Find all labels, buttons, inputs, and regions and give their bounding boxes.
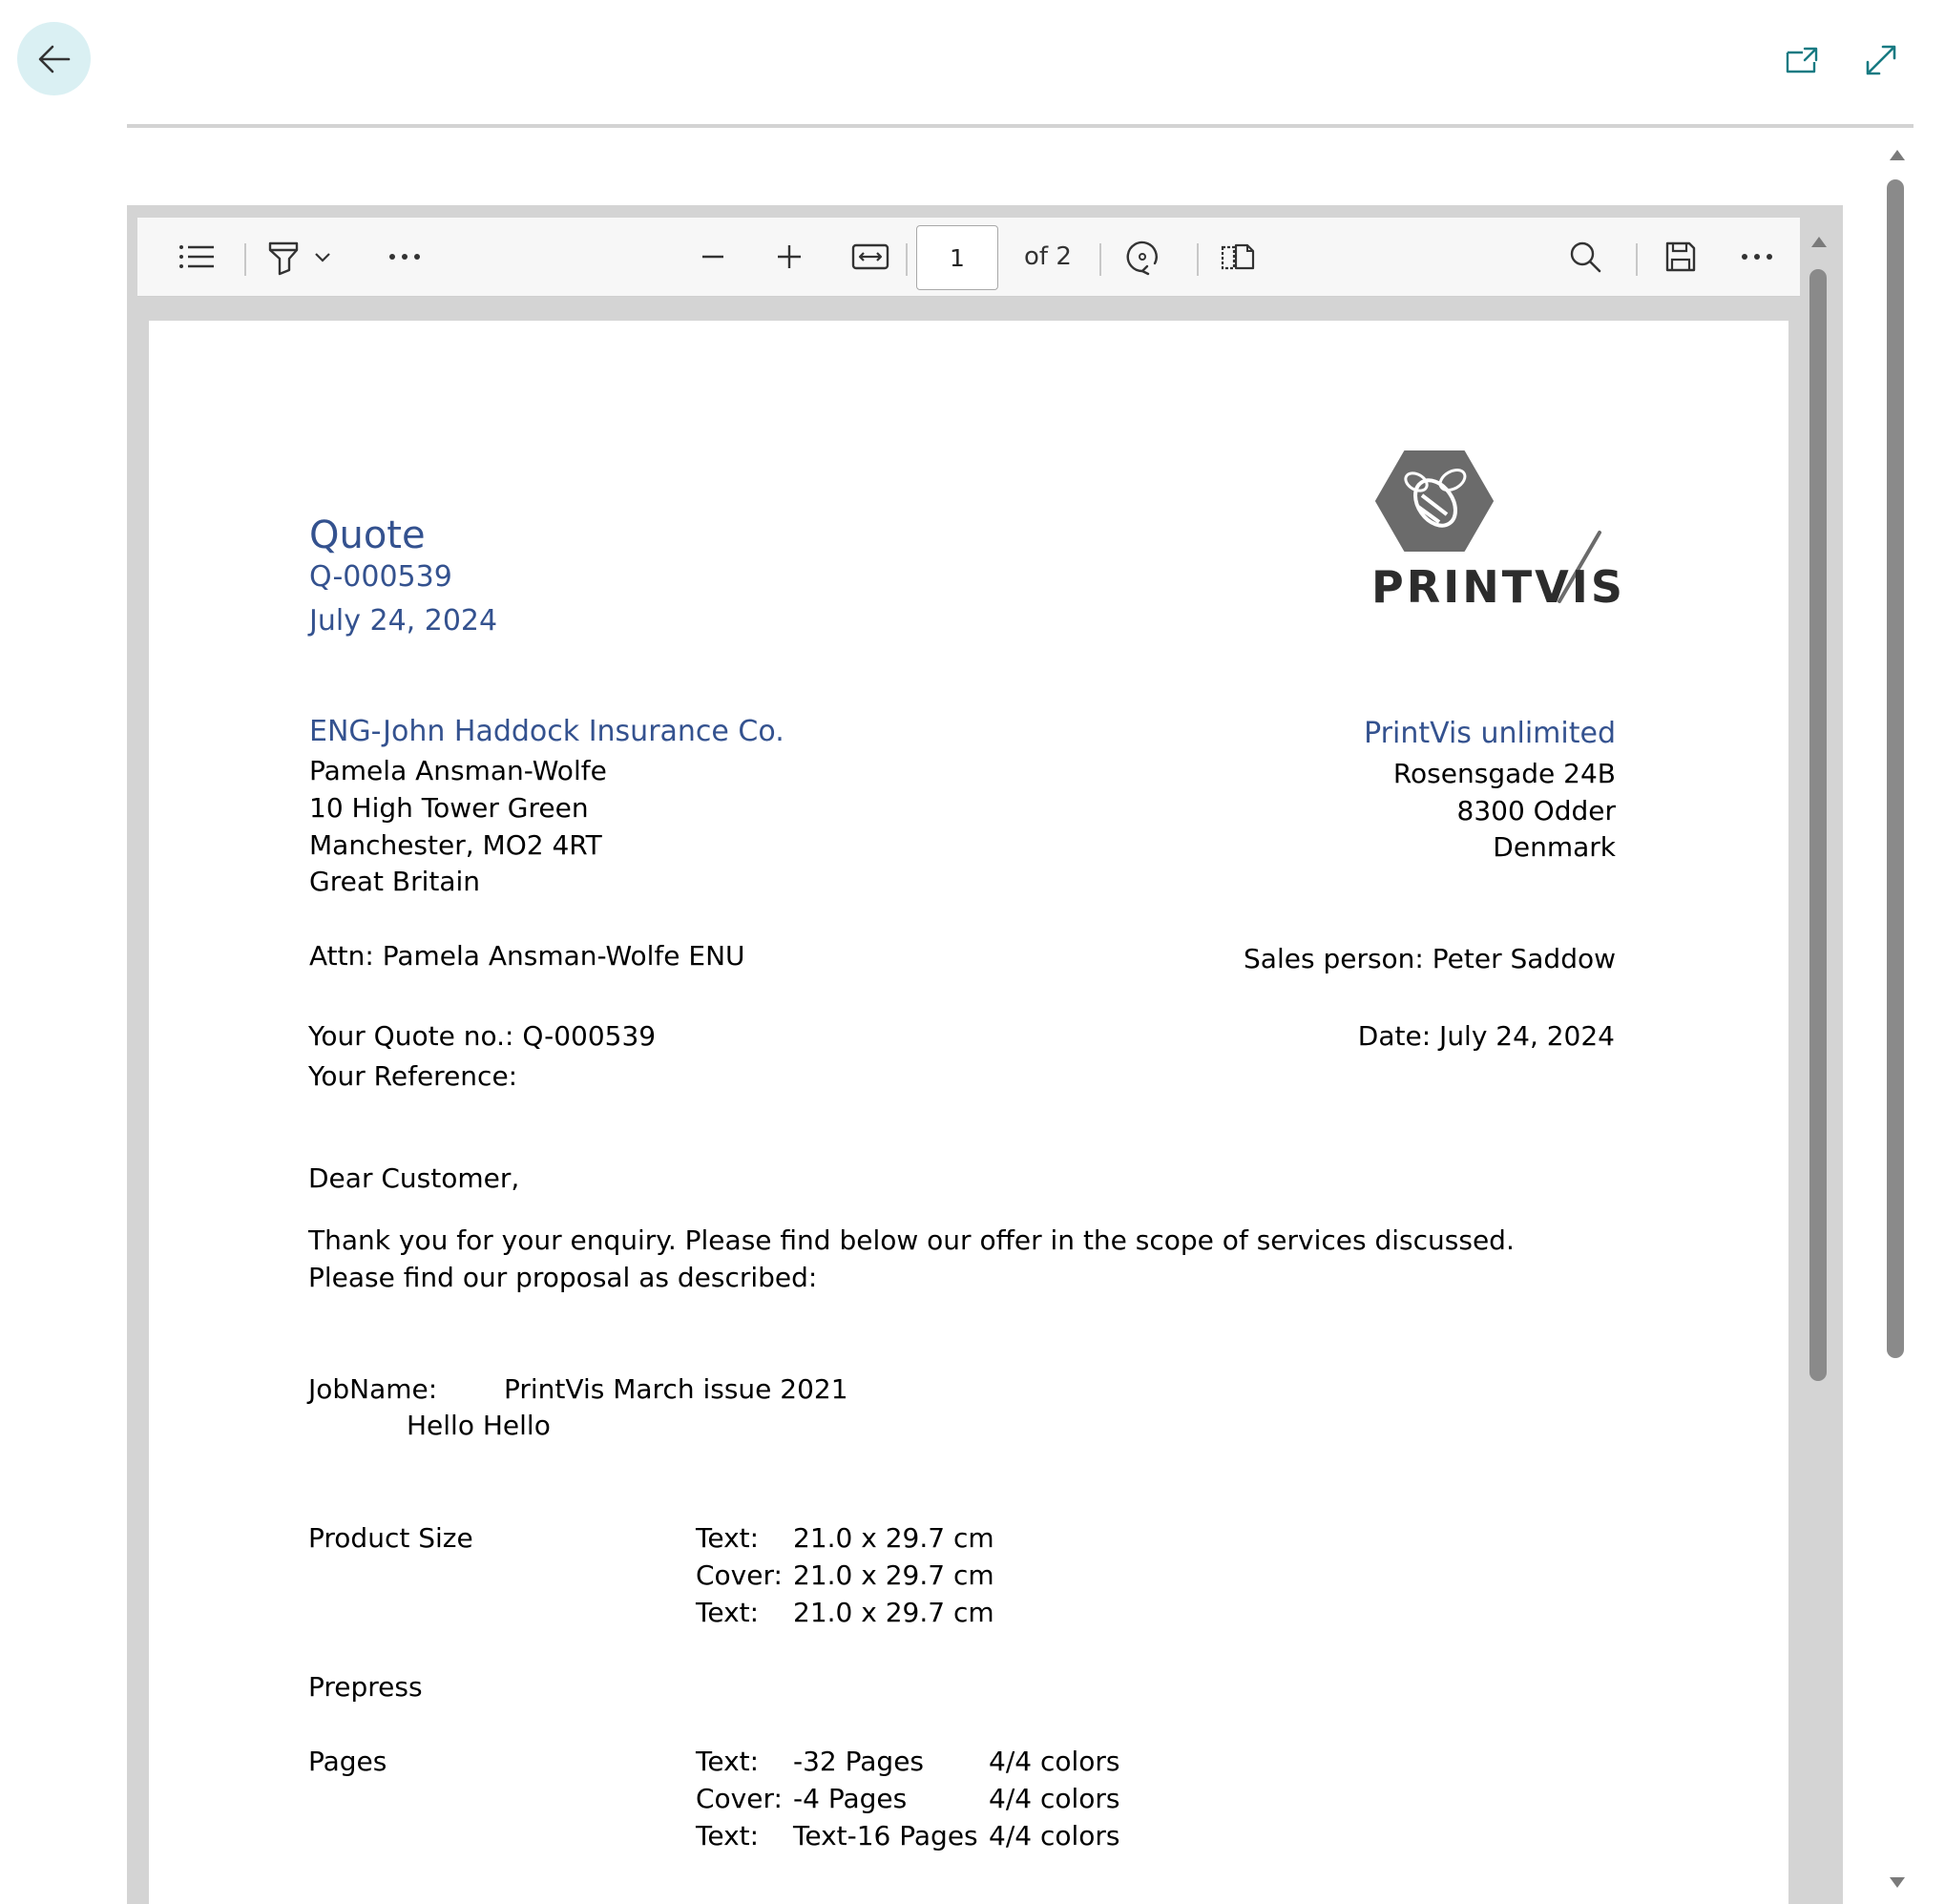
zoom-out-button[interactable] bbox=[689, 218, 737, 296]
ellipsis-icon bbox=[388, 253, 421, 261]
job-label: JobName: bbox=[308, 1373, 438, 1405]
customer-country: Great Britain bbox=[309, 866, 481, 897]
triangle-up-icon bbox=[1888, 147, 1907, 162]
plus-icon bbox=[775, 242, 804, 271]
toolbar-separator bbox=[1099, 243, 1101, 276]
pages-value: -32 Pages bbox=[793, 1746, 925, 1777]
highlight-button[interactable] bbox=[260, 218, 307, 296]
body-line-2: Please find our proposal as described: bbox=[308, 1262, 818, 1293]
logo-text: PRINTVIS bbox=[1371, 561, 1625, 613]
expand-button[interactable] bbox=[1859, 38, 1903, 82]
page-view-button[interactable] bbox=[1212, 218, 1264, 296]
product-size-label: Product Size bbox=[308, 1522, 473, 1554]
greeting: Dear Customer, bbox=[308, 1162, 520, 1194]
outer-scroll-up-button[interactable] bbox=[1888, 147, 1907, 166]
product-size-part: Text: bbox=[696, 1522, 760, 1554]
fit-width-icon bbox=[851, 242, 889, 271]
triangle-up-icon bbox=[1809, 234, 1829, 249]
quote-number: Q-000539 bbox=[309, 560, 452, 594]
product-size-value: 21.0 x 29.7 cm bbox=[793, 1522, 994, 1554]
prepress-label: Prepress bbox=[308, 1671, 423, 1703]
outer-scrollbar-thumb[interactable] bbox=[1887, 179, 1904, 1358]
contents-button[interactable] bbox=[174, 218, 220, 296]
job-name: PrintVis March issue 2021 bbox=[504, 1373, 848, 1405]
two-page-view-icon bbox=[1219, 241, 1257, 272]
body-line-1: Thank you for your enquiry. Please find below our offer in the scope of services discussed. bbox=[308, 1224, 1515, 1256]
pdf-page bbox=[149, 321, 1788, 1904]
vendor-address-line2: 8300 Odder bbox=[1456, 795, 1616, 826]
pdf-viewer bbox=[127, 205, 1843, 1904]
open-in-new-window-button[interactable] bbox=[1781, 38, 1825, 82]
triangle-down-icon bbox=[1888, 1875, 1907, 1891]
page-total-label: of 2 bbox=[1024, 242, 1072, 271]
sales-person: Sales person: Peter Saddow bbox=[1244, 943, 1616, 974]
product-size-value: 21.0 x 29.7 cm bbox=[793, 1597, 994, 1628]
pages-colors: 4/4 colors bbox=[989, 1783, 1120, 1814]
customer-contact: Pamela Ansman-Wolfe bbox=[309, 755, 607, 786]
fit-to-width-button[interactable] bbox=[845, 218, 896, 296]
document-title: Quote bbox=[309, 513, 426, 557]
page-number-input[interactable] bbox=[916, 225, 998, 290]
search-icon bbox=[1568, 240, 1602, 274]
pages-part: Text: bbox=[696, 1820, 760, 1852]
toolbar-separator bbox=[244, 243, 246, 276]
toolbar-separator bbox=[906, 243, 908, 276]
rotate-icon bbox=[1122, 237, 1162, 277]
more-options-button[interactable] bbox=[1731, 218, 1783, 296]
pdf-toolbar bbox=[137, 218, 1800, 297]
job-subtitle: Hello Hello bbox=[407, 1410, 551, 1441]
toolbar-separator bbox=[1636, 243, 1638, 276]
product-size-value: 21.0 x 29.7 cm bbox=[793, 1559, 994, 1591]
arrow-left-icon bbox=[34, 39, 74, 79]
pages-value: Text-16 Pages bbox=[793, 1820, 978, 1852]
product-size-part: Cover: bbox=[696, 1559, 783, 1591]
outer-scroll-down-button[interactable] bbox=[1888, 1875, 1907, 1894]
more-tools-button[interactable] bbox=[381, 218, 429, 296]
open-external-icon bbox=[1784, 41, 1822, 79]
header-divider bbox=[127, 124, 1914, 128]
vendor-address-line1: Rosensgade 24B bbox=[1392, 758, 1616, 789]
highlighter-icon bbox=[265, 238, 302, 276]
search-button[interactable] bbox=[1559, 218, 1611, 296]
save-button[interactable] bbox=[1655, 218, 1706, 296]
your-reference: Your Reference: bbox=[308, 1060, 518, 1092]
quote-date: July 24, 2024 bbox=[309, 604, 498, 638]
pdf-scrollbar-thumb[interactable] bbox=[1809, 269, 1827, 1381]
your-quote-number: Your Quote no.: Q-000539 bbox=[308, 1020, 657, 1052]
pages-part: Text: bbox=[696, 1746, 760, 1777]
expand-diagonal-icon bbox=[1862, 41, 1900, 79]
pages-part: Cover: bbox=[696, 1783, 783, 1814]
pdf-scroll-up-button[interactable] bbox=[1809, 234, 1829, 253]
pages-value: -4 Pages bbox=[793, 1783, 908, 1814]
customer-address-line1: 10 High Tower Green bbox=[309, 792, 589, 824]
product-size-part: Text: bbox=[696, 1597, 760, 1628]
pages-colors: 4/4 colors bbox=[989, 1746, 1120, 1777]
save-icon bbox=[1663, 240, 1698, 274]
back-button[interactable] bbox=[17, 22, 91, 95]
vendor-country: Denmark bbox=[1493, 831, 1616, 863]
rotate-button[interactable] bbox=[1117, 218, 1168, 296]
zoom-in-button[interactable] bbox=[765, 218, 813, 296]
list-icon bbox=[178, 241, 216, 272]
ellipsis-icon bbox=[1741, 253, 1773, 261]
pages-colors: 4/4 colors bbox=[989, 1820, 1120, 1852]
vendor-company: PrintVis unlimited bbox=[1364, 717, 1616, 750]
customer-address-line2: Manchester, MO2 4RT bbox=[309, 829, 602, 861]
pages-label: Pages bbox=[308, 1746, 387, 1777]
toolbar-separator bbox=[1197, 243, 1199, 276]
date-line: Date: July 24, 2024 bbox=[1357, 1020, 1615, 1052]
attention-line: Attn: Pamela Ansman-Wolfe ENU bbox=[309, 940, 745, 972]
minus-icon bbox=[700, 243, 726, 270]
highlight-options-dropdown[interactable] bbox=[307, 218, 338, 296]
customer-company: ENG-John Haddock Insurance Co. bbox=[309, 715, 784, 748]
chevron-down-icon bbox=[314, 251, 331, 262]
